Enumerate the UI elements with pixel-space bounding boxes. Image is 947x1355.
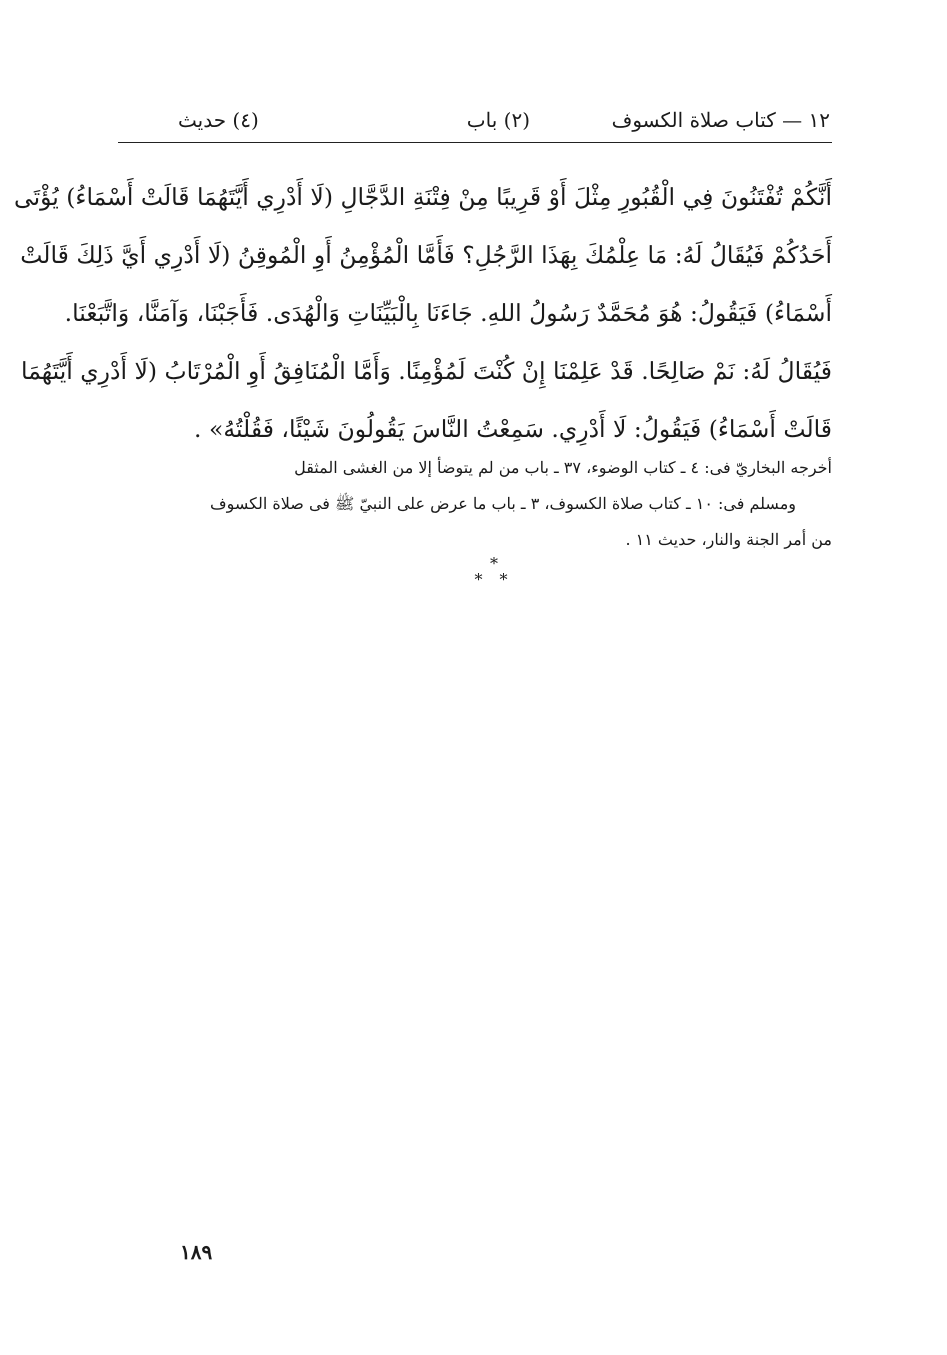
asterism-separator bbox=[474, 556, 514, 592]
chapter-title: ١٢ — كتاب صلاة الكسوف bbox=[611, 108, 830, 132]
hadith-text bbox=[13, 168, 832, 458]
asterism-top: * bbox=[490, 554, 498, 573]
footnote-line: من أمر الجنة والنار، حديث ١١ . bbox=[625, 530, 832, 549]
text-line: أَسْمَاءُ) فَيَقُولُ: هُوَ مُحَمَّدٌ رَسُولُ اللهِ. جَاءَنَا بِالْبَيِّنَاتِ وَالْهُدَى. فَأَجَبْنَا، وَآمَنَّا، وَاتَّبَعْنَا. bbox=[64, 299, 832, 327]
hadith-label: (٤) حديث bbox=[178, 108, 259, 132]
footnote-line: أخرجه البخاريّ فى: ٤ ـ كتاب الوضوء، ٣٧ ـ باب من لم يتوضأ إلا من الغشى المثقل bbox=[294, 458, 832, 477]
footnote bbox=[128, 450, 832, 558]
header-divider bbox=[118, 142, 832, 143]
text-line: قَالَتْ أَسْمَاءُ) فَيَقُولُ: لَا أَدْرِي. سَمِعْتُ النَّاسَ يَقُولُونَ شَيْئًا، فَقُلْتُهُ» . bbox=[194, 415, 832, 443]
asterism-bottom: * * bbox=[474, 570, 514, 589]
running-header bbox=[118, 108, 830, 140]
section-label: (٢) باب bbox=[466, 108, 530, 132]
text-line: أَنَّكُمْ تُفْتَنُونَ فِي الْقُبُورِ مِثْلَ أَوْ قَرِيبًا مِنْ فِتْنَةِ الدَّجَّالِ (لَا أَدْرِي أَيَّتَهُمَا قَالَتْ أَسْمَاءُ) يُؤْتَى bbox=[13, 183, 832, 211]
text-line: فَيُقَالُ لَهُ: نَمْ صَالِحًا. قَدْ عَلِمْنَا إِنْ كُنْتَ لَمُؤْمِنًا. وَأَمَّا الْمُنَافِقُ أَوِ الْمُرْتَابُ (لَا أَدْرِي أَيَّتَهُمَا bbox=[21, 357, 832, 385]
page-number: ١٨٩ bbox=[180, 1240, 213, 1264]
text-line: أَحَدُكُمْ فَيُقَالُ لَهُ: مَا عِلْمُكَ بِهَذَا الرَّجُلِ؟ فَأَمَّا الْمُؤْمِنُ أَوِ الْمُوقِنُ (لَا أَدْرِي أَيَّ ذَلِكَ قَالَتْ bbox=[20, 241, 832, 269]
footnote-line: ومسلم فى: ١٠ ـ كتاب صلاة الكسوف، ٣ ـ باب ما عرض على النبيّ ﷺ فى صلاة الكسوف bbox=[209, 494, 796, 513]
